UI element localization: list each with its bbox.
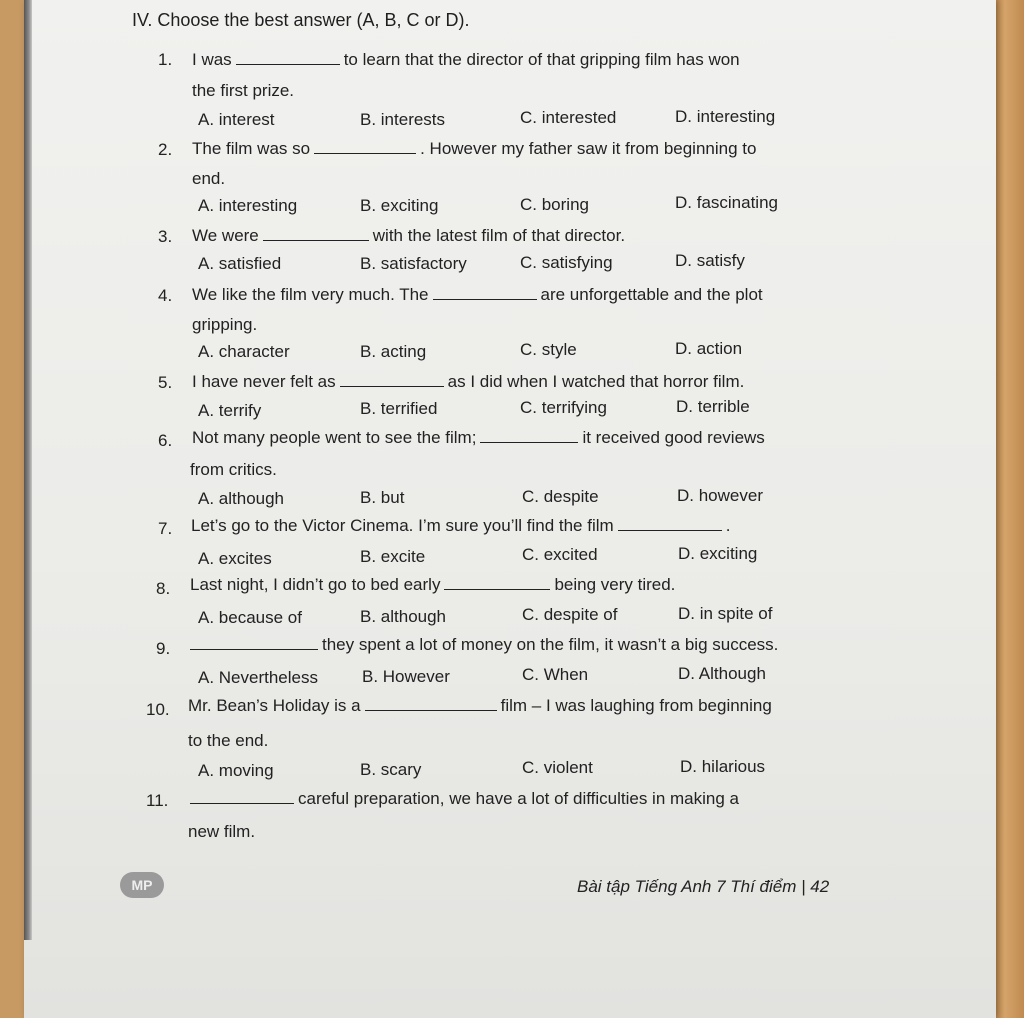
option-d: D. Although	[678, 664, 766, 683]
option-c: C. style	[520, 340, 577, 359]
section-heading: IV. Choose the best answer (A, B, C or D).	[132, 10, 470, 30]
question-continuation: new film.	[188, 822, 256, 841]
option-a: A. satisfied	[198, 254, 282, 273]
option-c: C. When	[522, 665, 589, 684]
option-d: D. fascinating	[675, 193, 778, 212]
option-a: A. because of	[198, 608, 302, 627]
option-b: B. excite	[360, 547, 426, 566]
answer-blank	[190, 802, 294, 804]
answer-blank	[340, 385, 444, 387]
question-text: Let’s go to the Victor Cinema. I’m sure you’ll find the film .	[191, 516, 731, 535]
option-c: C. excited	[522, 545, 598, 564]
option-d: D. hilarious	[680, 757, 766, 776]
question-number: 5.	[158, 373, 173, 392]
question-number: 4.	[158, 286, 173, 305]
question-number: 10.	[146, 700, 170, 719]
question-continuation: to the end.	[188, 731, 269, 750]
question-number: 8.	[156, 579, 171, 598]
answer-blank	[433, 298, 537, 300]
option-d: D. however	[677, 486, 763, 505]
question-text: they spent a lot of money on the film, it wasn’t a big success.	[186, 635, 778, 655]
option-c: C. terrifying	[520, 398, 607, 417]
option-a: A. although	[198, 489, 285, 508]
answer-blank	[314, 152, 416, 154]
question-text: I was to learn that the director of that gripping film has won	[192, 50, 740, 69]
question-text: The film was so . However my father saw it from beginning to	[192, 139, 757, 158]
option-c: C. interested	[520, 108, 617, 127]
desk-surface	[992, 0, 1024, 1018]
option-a: A. moving	[198, 761, 274, 780]
question-number: 6.	[158, 431, 173, 450]
answer-blank	[618, 529, 722, 531]
option-a: A. character	[198, 342, 290, 361]
option-a: A. interesting	[198, 196, 298, 215]
option-a: A. terrify	[198, 401, 262, 420]
option-d: D. terrible	[676, 397, 750, 416]
option-b: B. scary	[360, 760, 422, 779]
answer-blank	[263, 239, 369, 241]
book-spine	[24, 0, 32, 940]
question-number: 1.	[158, 50, 173, 69]
question-text: We like the film very much. The are unforgettable and the plot	[192, 285, 763, 304]
option-a: A. excites	[198, 549, 272, 568]
answer-blank	[365, 709, 497, 711]
option-b: B. terrified	[360, 399, 438, 418]
option-b: B. However	[362, 667, 450, 686]
page-footer: Bài tập Tiếng Anh 7 Thí điểm | 42	[577, 877, 830, 896]
question-continuation: end.	[192, 169, 226, 188]
option-b: B. exciting	[360, 196, 439, 215]
option-c: C. satisfying	[520, 253, 613, 272]
option-c: C. despite	[522, 487, 599, 506]
question-number: 9.	[156, 639, 171, 658]
question-continuation: from critics.	[190, 460, 277, 479]
question-continuation: the first prize.	[192, 81, 295, 100]
option-d: D. in spite of	[678, 604, 773, 623]
question-text: Mr. Bean’s Holiday is a film – I was laughing from beginning	[188, 696, 772, 715]
option-c: C. boring	[520, 195, 589, 214]
option-a: A. Nevertheless	[198, 668, 318, 687]
option-b: B. although	[360, 607, 447, 626]
option-d: D. exciting	[678, 544, 758, 563]
answer-blank	[480, 441, 578, 443]
question-number: 2.	[158, 140, 173, 159]
option-c: C. violent	[522, 758, 593, 777]
option-d: D. satisfy	[675, 251, 745, 270]
option-d: D. interesting	[675, 107, 776, 126]
question-text: Last night, I didn’t go to bed early being very tired.	[190, 575, 676, 594]
option-b: B. satisfactory	[360, 254, 467, 273]
option-d: D. action	[675, 339, 743, 358]
answer-blank	[444, 588, 550, 590]
question-number: 11.	[146, 791, 169, 810]
question-text: I have never felt as as I did when I watched that horror film.	[192, 372, 745, 391]
option-b: B. interests	[360, 110, 446, 129]
question-continuation: gripping.	[192, 315, 258, 334]
question-text: Not many people went to see the film; it received good reviews	[192, 428, 765, 447]
answer-blank	[190, 648, 318, 650]
option-b: B. acting	[360, 342, 427, 361]
question-text: We were with the latest film of that director.	[192, 226, 626, 245]
publisher-logo: MP	[120, 872, 164, 898]
question-number: 7.	[158, 519, 173, 538]
answer-blank	[236, 63, 340, 65]
question-number: 3.	[158, 227, 173, 246]
question-text: careful preparation, we have a lot of difficulties in making a	[186, 789, 739, 809]
option-b: B. but	[360, 488, 405, 507]
option-a: A. interest	[198, 110, 275, 129]
option-c: C. despite of	[522, 605, 618, 624]
